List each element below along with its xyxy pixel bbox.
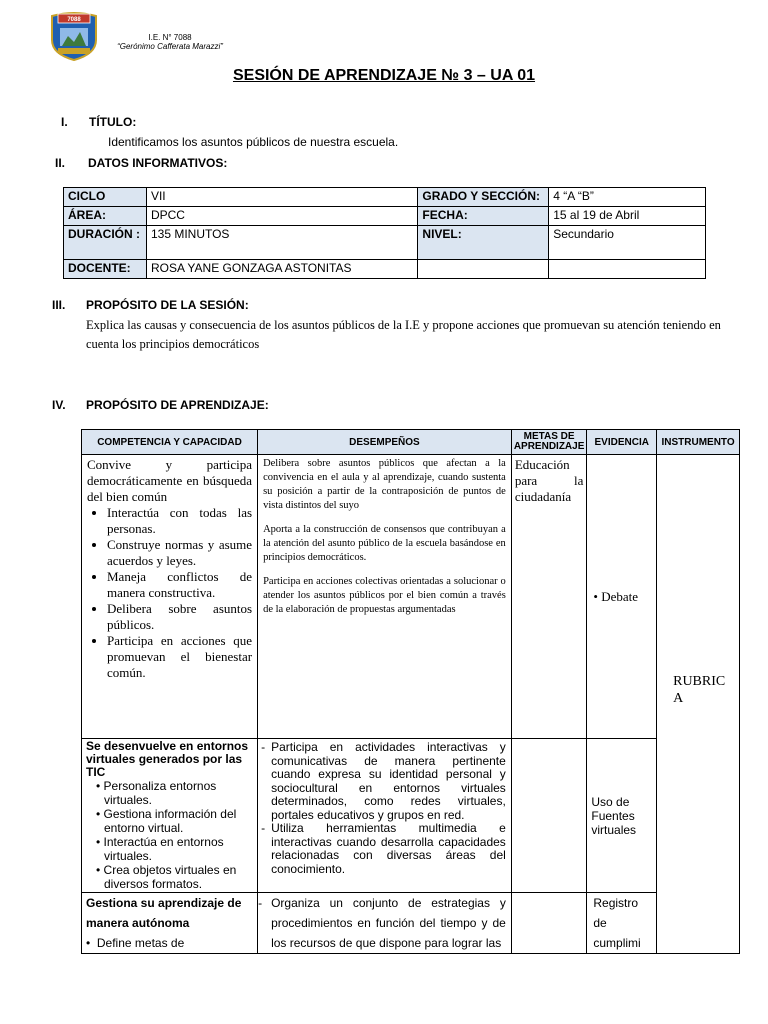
section-4-number: IV.	[52, 398, 66, 412]
fecha-value: 15 al 19 de Abril	[549, 207, 706, 226]
capacidades-list	[86, 779, 253, 891]
evidencia-cell	[587, 455, 657, 739]
area-label: ÁREA:	[64, 207, 147, 226]
info-table	[63, 187, 706, 279]
evidencia-text: Debate	[601, 588, 638, 604]
competencia-title: Gestiona su aprendizaje de manera autónoma	[86, 896, 242, 930]
competencies-table	[81, 429, 740, 954]
empty-cell	[418, 260, 549, 279]
header-desempenos: DESEMPEÑOS	[258, 430, 512, 455]
table-row	[64, 260, 706, 279]
docente-value: ROSA YANE GONZAGA ASTONITAS	[146, 260, 417, 279]
table-row	[82, 455, 740, 739]
desempeno-item: Delibera sobre asuntos públicos que afectan a la convivencia en el aula y al aprendizaje, cuando sustenta su posición a partir de la contraposición de puntos de vista distintos del suyo	[263, 458, 506, 511]
duracion-value: 135 MINUTOS	[146, 226, 417, 260]
section-2-label: DATOS INFORMATIVOS:	[88, 156, 228, 170]
section-1-heading	[61, 115, 661, 131]
section-3-heading	[52, 298, 652, 314]
desempeno-item: Participa en acciones colectivas orientadas a solucionar o atender los asuntos públicos por el bien común a través de la elaboración de propuestas argumentadas	[263, 576, 506, 615]
section-1-label: TÍTULO:	[89, 115, 137, 129]
section-1-number: I.	[61, 115, 68, 129]
header-instrumento: INSTRUMENTO	[657, 430, 740, 455]
grado-label: GRADO Y SECCIÓN:	[418, 188, 549, 207]
header-evidencia: EVIDENCIA	[587, 430, 657, 455]
desempenos-cell: - Organiza un conjunto de estrategias y procedimientos en función del tiempo y de los recursos de que dispone para lograr las	[258, 893, 512, 954]
list-item: • Maneja conflictos de manera constructiva.	[107, 569, 252, 601]
table-row	[64, 188, 706, 207]
bullet: •	[593, 588, 598, 604]
nivel-value: Secundario	[549, 226, 706, 260]
school-name	[80, 33, 260, 51]
docente-label: DOCENTE:	[64, 260, 147, 279]
competencia-cell	[82, 739, 258, 893]
school-motto: “Gerónimo Cafferata Marazzi”	[117, 42, 223, 51]
list-item: • Gestiona información del entorno virtual.	[96, 807, 237, 835]
desempenos-cell	[258, 739, 512, 893]
section-2-number: II.	[55, 156, 66, 170]
session-title-text: Identificamos los asuntos públicos de nuestra escuela.	[108, 135, 399, 149]
list-item: • Interactúa con todas las personas.	[107, 505, 252, 537]
session-purpose-text: Explica las causas y consecuencia de los asuntos públicos de la I.E y propone acciones que promuevan su atención teniendo en cuenta los principios democráticos	[86, 318, 721, 351]
metas-cell	[511, 739, 587, 893]
evidencia-cell: Registro de cumplimi	[587, 893, 657, 954]
evidencia-cell: Uso de Fuentes virtuales	[587, 739, 657, 893]
duracion-label: DURACIÓN :	[64, 226, 147, 260]
section-3-number: III.	[52, 298, 66, 312]
logo-text: 7088	[67, 17, 81, 23]
competencia-cell	[82, 893, 258, 954]
school-code: I.E. N° 7088	[148, 33, 192, 42]
empty-cell	[549, 260, 706, 279]
list-item: • Construye normas y asume acuerdos y leyes.	[107, 537, 252, 569]
desempenos-cell	[258, 455, 512, 739]
section-3-label: PROPÓSITO DE LA SESIÓN:	[86, 298, 249, 312]
list-item: • Delibera sobre asuntos públicos.	[107, 601, 252, 633]
header-competencia: COMPETENCIA Y CAPACIDAD	[82, 430, 258, 455]
section-2-heading	[55, 156, 655, 172]
nivel-label: NIVEL:	[418, 226, 549, 260]
list-item: • Interactúa en entornos virtuales.	[96, 835, 224, 863]
desempeno-item: - Utiliza herramientas multimedia e interactivas cuando desarrolla capacidades relacionadas con diversas áreas del conocimiento.	[261, 822, 506, 876]
header-metas: METAS DE APRENDIZAJE	[511, 430, 587, 455]
list-item: • Crea objetos virtuales en diversos formatos.	[96, 863, 237, 891]
table-header-row	[82, 430, 740, 455]
area-value: DPCC	[146, 207, 417, 226]
table-row	[64, 207, 706, 226]
fecha-label: FECHA:	[418, 207, 549, 226]
instrumento-text: RUBRICA	[673, 674, 726, 706]
table-row	[82, 739, 740, 893]
competencia-title: Convive y participa democráticamente en búsqueda del bien común	[87, 457, 253, 504]
list-item: • Define metas de	[86, 936, 185, 950]
ciclo-label: CICLO	[64, 188, 147, 207]
capacidades-list	[87, 505, 252, 681]
table-row	[64, 226, 706, 260]
ciclo-value: VII	[146, 188, 417, 207]
desempeno-item: - Participa en actividades interactivas y comunicativas de manera pertinente cuando expresa su identidad personal y sociocultural en entornos virtuales determinados, como redes virtuales, portales educativos y grupos en red.	[261, 741, 506, 822]
list-item: • Participa en acciones que promuevan el bienestar común.	[107, 633, 252, 681]
section-4-label: PROPÓSITO DE APRENDIZAJE:	[86, 398, 269, 412]
metas-cell	[511, 893, 587, 954]
list-item: • Personaliza entornos virtuales.	[96, 779, 217, 807]
metas-cell: Educación para la ciudadanía	[511, 455, 587, 739]
competencia-title: Se desenvuelve en entornos virtuales generados por las TIC	[86, 739, 249, 779]
competencia-cell	[82, 455, 258, 739]
instrumento-cell	[657, 455, 740, 954]
grado-value: 4 “A “B”	[549, 188, 706, 207]
page-title: SESIÓN DE APRENDIZAJE № 3 – UA 01	[232, 67, 536, 84]
table-row	[82, 893, 740, 954]
section-4-heading	[52, 398, 652, 414]
desempeno-item: Aporta a la construcción de consensos que contribuyan a la atención del asunto público de la escuela basándose en principios democráticos.	[263, 524, 506, 563]
